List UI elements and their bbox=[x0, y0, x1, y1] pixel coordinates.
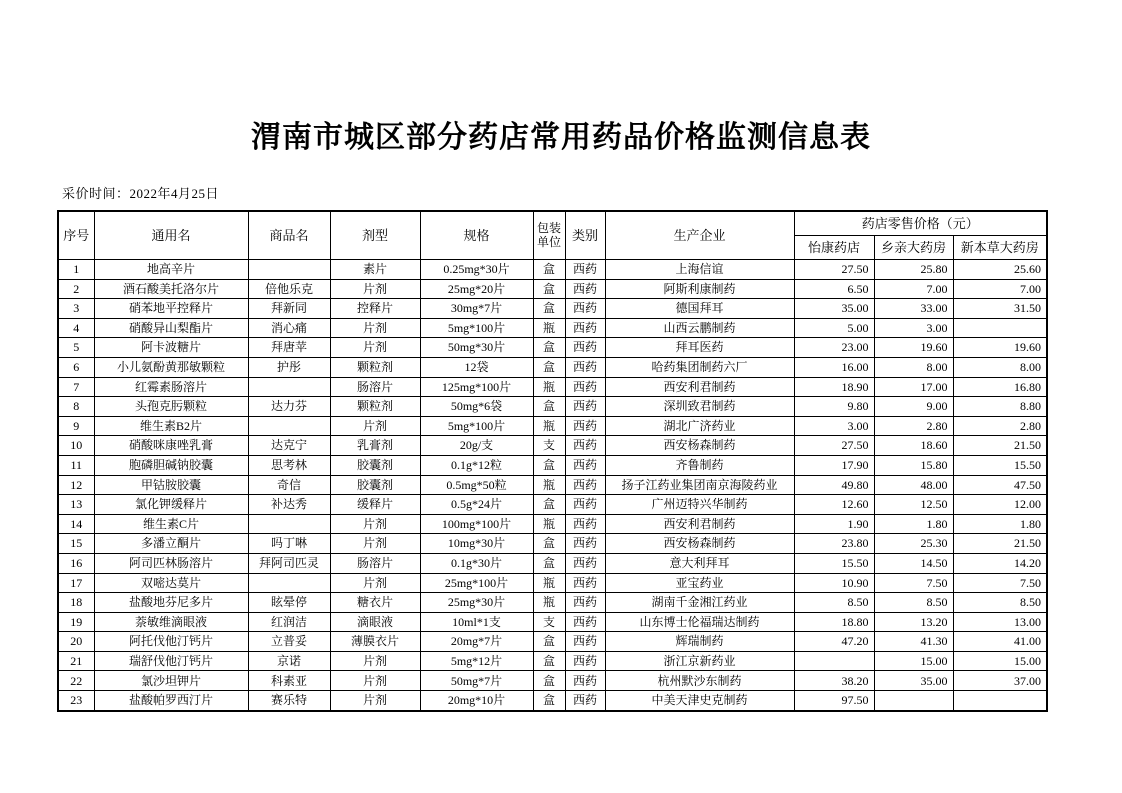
price-xinbencao-cell: 8.00 bbox=[953, 357, 1047, 377]
packaging-unit-cell: 盒 bbox=[533, 671, 565, 691]
price-yikang-cell: 5.00 bbox=[794, 318, 874, 338]
generic-name-cell: 小儿氨酚黄那敏颗粒 bbox=[94, 357, 248, 377]
specification-cell: 50mg*6袋 bbox=[420, 397, 533, 417]
col-header-manufacturer: 生产企业 bbox=[605, 211, 794, 260]
specification-cell: 0.1g*12粒 bbox=[420, 455, 533, 475]
price-xiangqin-cell: 8.50 bbox=[874, 593, 953, 613]
table-row bbox=[58, 691, 1047, 711]
dosage-form-cell: 片剂 bbox=[330, 338, 420, 358]
brand-name-cell: 倍他乐克 bbox=[248, 279, 330, 299]
price-yikang-cell: 3.00 bbox=[794, 416, 874, 436]
dosage-form-cell: 控释片 bbox=[330, 299, 420, 319]
brand-name-cell: 红润洁 bbox=[248, 612, 330, 632]
category-cell: 西药 bbox=[565, 651, 605, 671]
table-row bbox=[58, 632, 1047, 652]
header-row-top bbox=[58, 211, 1047, 236]
dosage-form-cell: 胶囊剂 bbox=[330, 475, 420, 495]
brand-name-cell: 思考林 bbox=[248, 455, 330, 475]
generic-name-cell: 阿托伐他汀钙片 bbox=[94, 632, 248, 652]
price-yikang-cell: 97.50 bbox=[794, 691, 874, 711]
price-xiangqin-cell: 25.80 bbox=[874, 260, 953, 280]
generic-name-cell: 阿司匹林肠溶片 bbox=[94, 553, 248, 573]
price-yikang-cell: 23.80 bbox=[794, 534, 874, 554]
price-yikang-cell: 35.00 bbox=[794, 299, 874, 319]
brand-name-cell: 赛乐特 bbox=[248, 691, 330, 711]
dosage-form-cell: 颗粒剂 bbox=[330, 397, 420, 417]
manufacturer-cell: 湖南千金湘江药业 bbox=[605, 593, 794, 613]
dosage-form-cell: 缓释片 bbox=[330, 495, 420, 515]
manufacturer-cell: 意大利拜耳 bbox=[605, 553, 794, 573]
generic-name-cell: 红霉素肠溶片 bbox=[94, 377, 248, 397]
index-cell: 23 bbox=[58, 691, 94, 711]
category-cell: 西药 bbox=[565, 318, 605, 338]
survey-time-label: 采价时间：2022年4月25日 bbox=[62, 186, 220, 201]
category-cell: 西药 bbox=[565, 436, 605, 456]
generic-name-cell: 甲钴胺胶囊 bbox=[94, 475, 248, 495]
manufacturer-cell: 浙江京新药业 bbox=[605, 651, 794, 671]
drug-table-body bbox=[58, 260, 1047, 711]
table-header bbox=[58, 211, 1047, 260]
packaging-unit-cell: 瓶 bbox=[533, 475, 565, 495]
col-header-pharmacy-yikang: 怡康药店 bbox=[794, 236, 874, 260]
price-xiangqin-cell: 17.00 bbox=[874, 377, 953, 397]
price-xiangqin-cell: 33.00 bbox=[874, 299, 953, 319]
generic-name-cell: 硝酸咪康唑乳膏 bbox=[94, 436, 248, 456]
price-xinbencao-cell: 15.00 bbox=[953, 651, 1047, 671]
category-cell: 西药 bbox=[565, 357, 605, 377]
index-cell: 6 bbox=[58, 357, 94, 377]
packaging-unit-cell: 盒 bbox=[533, 299, 565, 319]
generic-name-cell: 头孢克肟颗粒 bbox=[94, 397, 248, 417]
price-xinbencao-cell: 21.50 bbox=[953, 534, 1047, 554]
price-xinbencao-cell: 13.00 bbox=[953, 612, 1047, 632]
col-header-specification: 规格 bbox=[420, 211, 533, 260]
index-cell: 16 bbox=[58, 553, 94, 573]
price-yikang-cell: 17.90 bbox=[794, 455, 874, 475]
category-cell: 西药 bbox=[565, 260, 605, 280]
specification-cell: 20g/支 bbox=[420, 436, 533, 456]
col-header-packaging-unit: 包装单位 bbox=[533, 211, 565, 260]
index-cell: 15 bbox=[58, 534, 94, 554]
packaging-unit-cell: 瓶 bbox=[533, 318, 565, 338]
packaging-unit-cell: 盒 bbox=[533, 357, 565, 377]
table-row bbox=[58, 573, 1047, 593]
index-cell: 3 bbox=[58, 299, 94, 319]
specification-cell: 50mg*7片 bbox=[420, 671, 533, 691]
price-xinbencao-cell: 8.50 bbox=[953, 593, 1047, 613]
specification-cell: 12袋 bbox=[420, 357, 533, 377]
table-row bbox=[58, 279, 1047, 299]
index-cell: 22 bbox=[58, 671, 94, 691]
index-cell: 11 bbox=[58, 455, 94, 475]
col-header-price-group: 药店零售价格（元） bbox=[794, 211, 1047, 236]
specification-cell: 25mg*100片 bbox=[420, 573, 533, 593]
table-row bbox=[58, 377, 1047, 397]
manufacturer-cell: 山东博士伦福瑞达制药 bbox=[605, 612, 794, 632]
brand-name-cell bbox=[248, 260, 330, 280]
manufacturer-cell: 西安杨森制药 bbox=[605, 436, 794, 456]
dosage-form-cell: 片剂 bbox=[330, 691, 420, 711]
col-header-category: 类别 bbox=[565, 211, 605, 260]
specification-cell: 100mg*100片 bbox=[420, 514, 533, 534]
category-cell: 西药 bbox=[565, 338, 605, 358]
specification-cell: 5mg*100片 bbox=[420, 416, 533, 436]
manufacturer-cell: 阿斯利康制药 bbox=[605, 279, 794, 299]
category-cell: 西药 bbox=[565, 553, 605, 573]
manufacturer-cell: 西安利君制药 bbox=[605, 377, 794, 397]
price-xinbencao-cell: 37.00 bbox=[953, 671, 1047, 691]
price-yikang-cell: 15.50 bbox=[794, 553, 874, 573]
price-xinbencao-cell: 8.80 bbox=[953, 397, 1047, 417]
table-row bbox=[58, 534, 1047, 554]
manufacturer-cell: 西安利君制药 bbox=[605, 514, 794, 534]
packaging-unit-cell: 盒 bbox=[533, 455, 565, 475]
specification-cell: 5mg*12片 bbox=[420, 651, 533, 671]
price-xiangqin-cell: 3.00 bbox=[874, 318, 953, 338]
price-yikang-cell: 23.00 bbox=[794, 338, 874, 358]
generic-name-cell: 胞磷胆碱钠胶囊 bbox=[94, 455, 248, 475]
manufacturer-cell: 辉瑞制药 bbox=[605, 632, 794, 652]
price-xiangqin-cell: 1.80 bbox=[874, 514, 953, 534]
brand-name-cell: 京诺 bbox=[248, 651, 330, 671]
packaging-unit-cell: 盒 bbox=[533, 260, 565, 280]
price-xinbencao-cell: 47.50 bbox=[953, 475, 1047, 495]
packaging-unit-cell: 瓶 bbox=[533, 593, 565, 613]
price-xinbencao-cell: 15.50 bbox=[953, 455, 1047, 475]
price-xinbencao-cell: 1.80 bbox=[953, 514, 1047, 534]
packaging-unit-cell: 盒 bbox=[533, 632, 565, 652]
generic-name-cell: 维生素B2片 bbox=[94, 416, 248, 436]
index-cell: 2 bbox=[58, 279, 94, 299]
packaging-unit-cell: 瓶 bbox=[533, 416, 565, 436]
index-cell: 21 bbox=[58, 651, 94, 671]
brand-name-cell: 拜阿司匹灵 bbox=[248, 553, 330, 573]
dosage-form-cell: 片剂 bbox=[330, 651, 420, 671]
price-xiangqin-cell: 14.50 bbox=[874, 553, 953, 573]
dosage-form-cell: 糖衣片 bbox=[330, 593, 420, 613]
price-xiangqin-cell: 18.60 bbox=[874, 436, 953, 456]
dosage-form-cell: 片剂 bbox=[330, 416, 420, 436]
packaging-unit-cell: 支 bbox=[533, 436, 565, 456]
index-cell: 4 bbox=[58, 318, 94, 338]
brand-name-cell: 达克宁 bbox=[248, 436, 330, 456]
price-xiangqin-cell: 7.50 bbox=[874, 573, 953, 593]
dosage-form-cell: 片剂 bbox=[330, 318, 420, 338]
price-xiangqin-cell: 7.00 bbox=[874, 279, 953, 299]
price-xinbencao-cell bbox=[953, 318, 1047, 338]
index-cell: 1 bbox=[58, 260, 94, 280]
brand-name-cell: 吗丁啉 bbox=[248, 534, 330, 554]
manufacturer-cell: 湖北广济药业 bbox=[605, 416, 794, 436]
price-xiangqin-cell: 19.60 bbox=[874, 338, 953, 358]
index-cell: 12 bbox=[58, 475, 94, 495]
category-cell: 西药 bbox=[565, 671, 605, 691]
price-xiangqin-cell: 25.30 bbox=[874, 534, 953, 554]
manufacturer-cell: 亚宝药业 bbox=[605, 573, 794, 593]
price-xiangqin-cell: 15.80 bbox=[874, 455, 953, 475]
price-yikang-cell: 27.50 bbox=[794, 260, 874, 280]
manufacturer-cell: 杭州默沙东制药 bbox=[605, 671, 794, 691]
table-row bbox=[58, 514, 1047, 534]
packaging-unit-cell: 盒 bbox=[533, 553, 565, 573]
brand-name-cell: 护彤 bbox=[248, 357, 330, 377]
drug-price-table bbox=[57, 210, 1048, 712]
table-row bbox=[58, 436, 1047, 456]
price-xinbencao-cell: 25.60 bbox=[953, 260, 1047, 280]
generic-name-cell: 盐酸帕罗西汀片 bbox=[94, 691, 248, 711]
dosage-form-cell: 片剂 bbox=[330, 534, 420, 554]
category-cell: 西药 bbox=[565, 612, 605, 632]
index-cell: 18 bbox=[58, 593, 94, 613]
dosage-form-cell: 素片 bbox=[330, 260, 420, 280]
packaging-unit-cell: 瓶 bbox=[533, 514, 565, 534]
category-cell: 西药 bbox=[565, 593, 605, 613]
manufacturer-cell: 德国拜耳 bbox=[605, 299, 794, 319]
price-xiangqin-cell: 8.00 bbox=[874, 357, 953, 377]
generic-name-cell: 双嘧达莫片 bbox=[94, 573, 248, 593]
price-xiangqin-cell: 41.30 bbox=[874, 632, 953, 652]
table-row bbox=[58, 318, 1047, 338]
price-xinbencao-cell: 31.50 bbox=[953, 299, 1047, 319]
manufacturer-cell: 深圳致君制药 bbox=[605, 397, 794, 417]
manufacturer-cell: 山西云鹏制药 bbox=[605, 318, 794, 338]
generic-name-cell: 氯沙坦钾片 bbox=[94, 671, 248, 691]
brand-name-cell bbox=[248, 377, 330, 397]
packaging-unit-cell: 盒 bbox=[533, 495, 565, 515]
table-row bbox=[58, 357, 1047, 377]
manufacturer-cell: 哈药集团制药六厂 bbox=[605, 357, 794, 377]
table-row bbox=[58, 260, 1047, 280]
category-cell: 西药 bbox=[565, 416, 605, 436]
manufacturer-cell: 西安杨森制药 bbox=[605, 534, 794, 554]
category-cell: 西药 bbox=[565, 534, 605, 554]
price-xiangqin-cell bbox=[874, 691, 953, 711]
price-yikang-cell: 47.20 bbox=[794, 632, 874, 652]
category-cell: 西药 bbox=[565, 573, 605, 593]
table-row bbox=[58, 612, 1047, 632]
generic-name-cell: 阿卡波糖片 bbox=[94, 338, 248, 358]
price-yikang-cell: 10.90 bbox=[794, 573, 874, 593]
dosage-form-cell: 片剂 bbox=[330, 671, 420, 691]
specification-cell: 20mg*10片 bbox=[420, 691, 533, 711]
generic-name-cell: 硝苯地平控释片 bbox=[94, 299, 248, 319]
table-row bbox=[58, 475, 1047, 495]
manufacturer-cell: 齐鲁制药 bbox=[605, 455, 794, 475]
price-yikang-cell bbox=[794, 651, 874, 671]
price-yikang-cell: 49.80 bbox=[794, 475, 874, 495]
packaging-unit-cell: 盒 bbox=[533, 691, 565, 711]
index-cell: 13 bbox=[58, 495, 94, 515]
brand-name-cell: 眩晕停 bbox=[248, 593, 330, 613]
specification-cell: 10mg*30片 bbox=[420, 534, 533, 554]
table-row bbox=[58, 651, 1047, 671]
brand-name-cell: 奇信 bbox=[248, 475, 330, 495]
dosage-form-cell: 胶囊剂 bbox=[330, 455, 420, 475]
specification-cell: 0.5g*24片 bbox=[420, 495, 533, 515]
price-yikang-cell: 1.90 bbox=[794, 514, 874, 534]
dosage-form-cell: 肠溶片 bbox=[330, 377, 420, 397]
col-header-pharmacy-xinbencao: 新本草大药房 bbox=[953, 236, 1047, 260]
col-header-generic-name: 通用名 bbox=[94, 211, 248, 260]
table-row bbox=[58, 299, 1047, 319]
price-xinbencao-cell: 21.50 bbox=[953, 436, 1047, 456]
price-xiangqin-cell: 13.20 bbox=[874, 612, 953, 632]
generic-name-cell: 氯化钾缓释片 bbox=[94, 495, 248, 515]
specification-cell: 30mg*7片 bbox=[420, 299, 533, 319]
category-cell: 西药 bbox=[565, 397, 605, 417]
generic-name-cell: 地高辛片 bbox=[94, 260, 248, 280]
specification-cell: 25mg*30片 bbox=[420, 593, 533, 613]
table-row bbox=[58, 495, 1047, 515]
price-yikang-cell: 38.20 bbox=[794, 671, 874, 691]
col-header-index: 序号 bbox=[58, 211, 94, 260]
price-xinbencao-cell: 2.80 bbox=[953, 416, 1047, 436]
col-header-dosage-form: 剂型 bbox=[330, 211, 420, 260]
table-row bbox=[58, 593, 1047, 613]
price-xinbencao-cell: 16.80 bbox=[953, 377, 1047, 397]
price-xinbencao-cell: 14.20 bbox=[953, 553, 1047, 573]
packaging-unit-cell: 瓶 bbox=[533, 573, 565, 593]
specification-cell: 0.1g*30片 bbox=[420, 553, 533, 573]
brand-name-cell: 拜唐苹 bbox=[248, 338, 330, 358]
price-xinbencao-cell: 7.00 bbox=[953, 279, 1047, 299]
specification-cell: 0.5mg*50粒 bbox=[420, 475, 533, 495]
specification-cell: 25mg*20片 bbox=[420, 279, 533, 299]
col-header-brand-name: 商品名 bbox=[248, 211, 330, 260]
page-title: 渭南市城区部分药店常用药品价格监测信息表 bbox=[251, 121, 871, 154]
index-cell: 20 bbox=[58, 632, 94, 652]
brand-name-cell: 拜新同 bbox=[248, 299, 330, 319]
price-yikang-cell: 9.80 bbox=[794, 397, 874, 417]
price-xinbencao-cell: 41.00 bbox=[953, 632, 1047, 652]
drug-price-table-container bbox=[57, 210, 1048, 712]
generic-name-cell: 酒石酸美托洛尔片 bbox=[94, 279, 248, 299]
price-yikang-cell: 6.50 bbox=[794, 279, 874, 299]
price-xiangqin-cell: 35.00 bbox=[874, 671, 953, 691]
price-xinbencao-cell bbox=[953, 691, 1047, 711]
brand-name-cell: 立普妥 bbox=[248, 632, 330, 652]
category-cell: 西药 bbox=[565, 691, 605, 711]
col-header-pharmacy-xiangqin: 乡亲大药房 bbox=[874, 236, 953, 260]
manufacturer-cell: 中美天津史克制药 bbox=[605, 691, 794, 711]
specification-cell: 5mg*100片 bbox=[420, 318, 533, 338]
dosage-form-cell: 乳膏剂 bbox=[330, 436, 420, 456]
table-row bbox=[58, 338, 1047, 358]
price-yikang-cell: 18.80 bbox=[794, 612, 874, 632]
index-cell: 9 bbox=[58, 416, 94, 436]
manufacturer-cell: 扬子江药业集团南京海陵药业 bbox=[605, 475, 794, 495]
brand-name-cell: 补达秀 bbox=[248, 495, 330, 515]
table-row bbox=[58, 416, 1047, 436]
packaging-unit-cell: 盒 bbox=[533, 397, 565, 417]
table-row bbox=[58, 455, 1047, 475]
generic-name-cell: 维生素C片 bbox=[94, 514, 248, 534]
price-xiangqin-cell: 2.80 bbox=[874, 416, 953, 436]
brand-name-cell: 科素亚 bbox=[248, 671, 330, 691]
index-cell: 19 bbox=[58, 612, 94, 632]
category-cell: 西药 bbox=[565, 455, 605, 475]
price-yikang-cell: 12.60 bbox=[794, 495, 874, 515]
generic-name-cell: 萘敏维滴眼液 bbox=[94, 612, 248, 632]
price-yikang-cell: 27.50 bbox=[794, 436, 874, 456]
generic-name-cell: 瑞舒伐他汀钙片 bbox=[94, 651, 248, 671]
specification-cell: 0.25mg*30片 bbox=[420, 260, 533, 280]
index-cell: 10 bbox=[58, 436, 94, 456]
generic-name-cell: 硝酸异山梨酯片 bbox=[94, 318, 248, 338]
price-xinbencao-cell: 19.60 bbox=[953, 338, 1047, 358]
brand-name-cell: 消心痛 bbox=[248, 318, 330, 338]
manufacturer-cell: 广州迈特兴华制药 bbox=[605, 495, 794, 515]
category-cell: 西药 bbox=[565, 495, 605, 515]
generic-name-cell: 盐酸地芬尼多片 bbox=[94, 593, 248, 613]
packaging-unit-cell: 瓶 bbox=[533, 377, 565, 397]
brand-name-cell bbox=[248, 514, 330, 534]
price-xiangqin-cell: 12.50 bbox=[874, 495, 953, 515]
packaging-unit-cell: 盒 bbox=[533, 338, 565, 358]
dosage-form-cell: 片剂 bbox=[330, 514, 420, 534]
manufacturer-cell: 上海信谊 bbox=[605, 260, 794, 280]
table-row bbox=[58, 671, 1047, 691]
price-xiangqin-cell: 48.00 bbox=[874, 475, 953, 495]
category-cell: 西药 bbox=[565, 377, 605, 397]
brand-name-cell bbox=[248, 416, 330, 436]
price-xinbencao-cell: 12.00 bbox=[953, 495, 1047, 515]
brand-name-cell bbox=[248, 573, 330, 593]
dosage-form-cell: 薄膜衣片 bbox=[330, 632, 420, 652]
dosage-form-cell: 片剂 bbox=[330, 573, 420, 593]
price-yikang-cell: 18.90 bbox=[794, 377, 874, 397]
packaging-unit-cell: 盒 bbox=[533, 651, 565, 671]
brand-name-cell: 达力芬 bbox=[248, 397, 330, 417]
dosage-form-cell: 片剂 bbox=[330, 279, 420, 299]
generic-name-cell: 多潘立酮片 bbox=[94, 534, 248, 554]
index-cell: 8 bbox=[58, 397, 94, 417]
dosage-form-cell: 颗粒剂 bbox=[330, 357, 420, 377]
manufacturer-cell: 拜耳医药 bbox=[605, 338, 794, 358]
packaging-unit-cell: 盒 bbox=[533, 534, 565, 554]
index-cell: 17 bbox=[58, 573, 94, 593]
table-row bbox=[58, 397, 1047, 417]
specification-cell: 20mg*7片 bbox=[420, 632, 533, 652]
price-yikang-cell: 8.50 bbox=[794, 593, 874, 613]
category-cell: 西药 bbox=[565, 279, 605, 299]
price-xinbencao-cell: 7.50 bbox=[953, 573, 1047, 593]
specification-cell: 50mg*30片 bbox=[420, 338, 533, 358]
index-cell: 7 bbox=[58, 377, 94, 397]
specification-cell: 125mg*100片 bbox=[420, 377, 533, 397]
packaging-unit-cell: 支 bbox=[533, 612, 565, 632]
category-cell: 西药 bbox=[565, 299, 605, 319]
dosage-form-cell: 滴眼液 bbox=[330, 612, 420, 632]
table-row bbox=[58, 553, 1047, 573]
index-cell: 5 bbox=[58, 338, 94, 358]
category-cell: 西药 bbox=[565, 514, 605, 534]
category-cell: 西药 bbox=[565, 632, 605, 652]
index-cell: 14 bbox=[58, 514, 94, 534]
packaging-unit-cell: 盒 bbox=[533, 279, 565, 299]
price-yikang-cell: 16.00 bbox=[794, 357, 874, 377]
dosage-form-cell: 肠溶片 bbox=[330, 553, 420, 573]
specification-cell: 10ml*1支 bbox=[420, 612, 533, 632]
price-xiangqin-cell: 9.00 bbox=[874, 397, 953, 417]
price-xiangqin-cell: 15.00 bbox=[874, 651, 953, 671]
category-cell: 西药 bbox=[565, 475, 605, 495]
